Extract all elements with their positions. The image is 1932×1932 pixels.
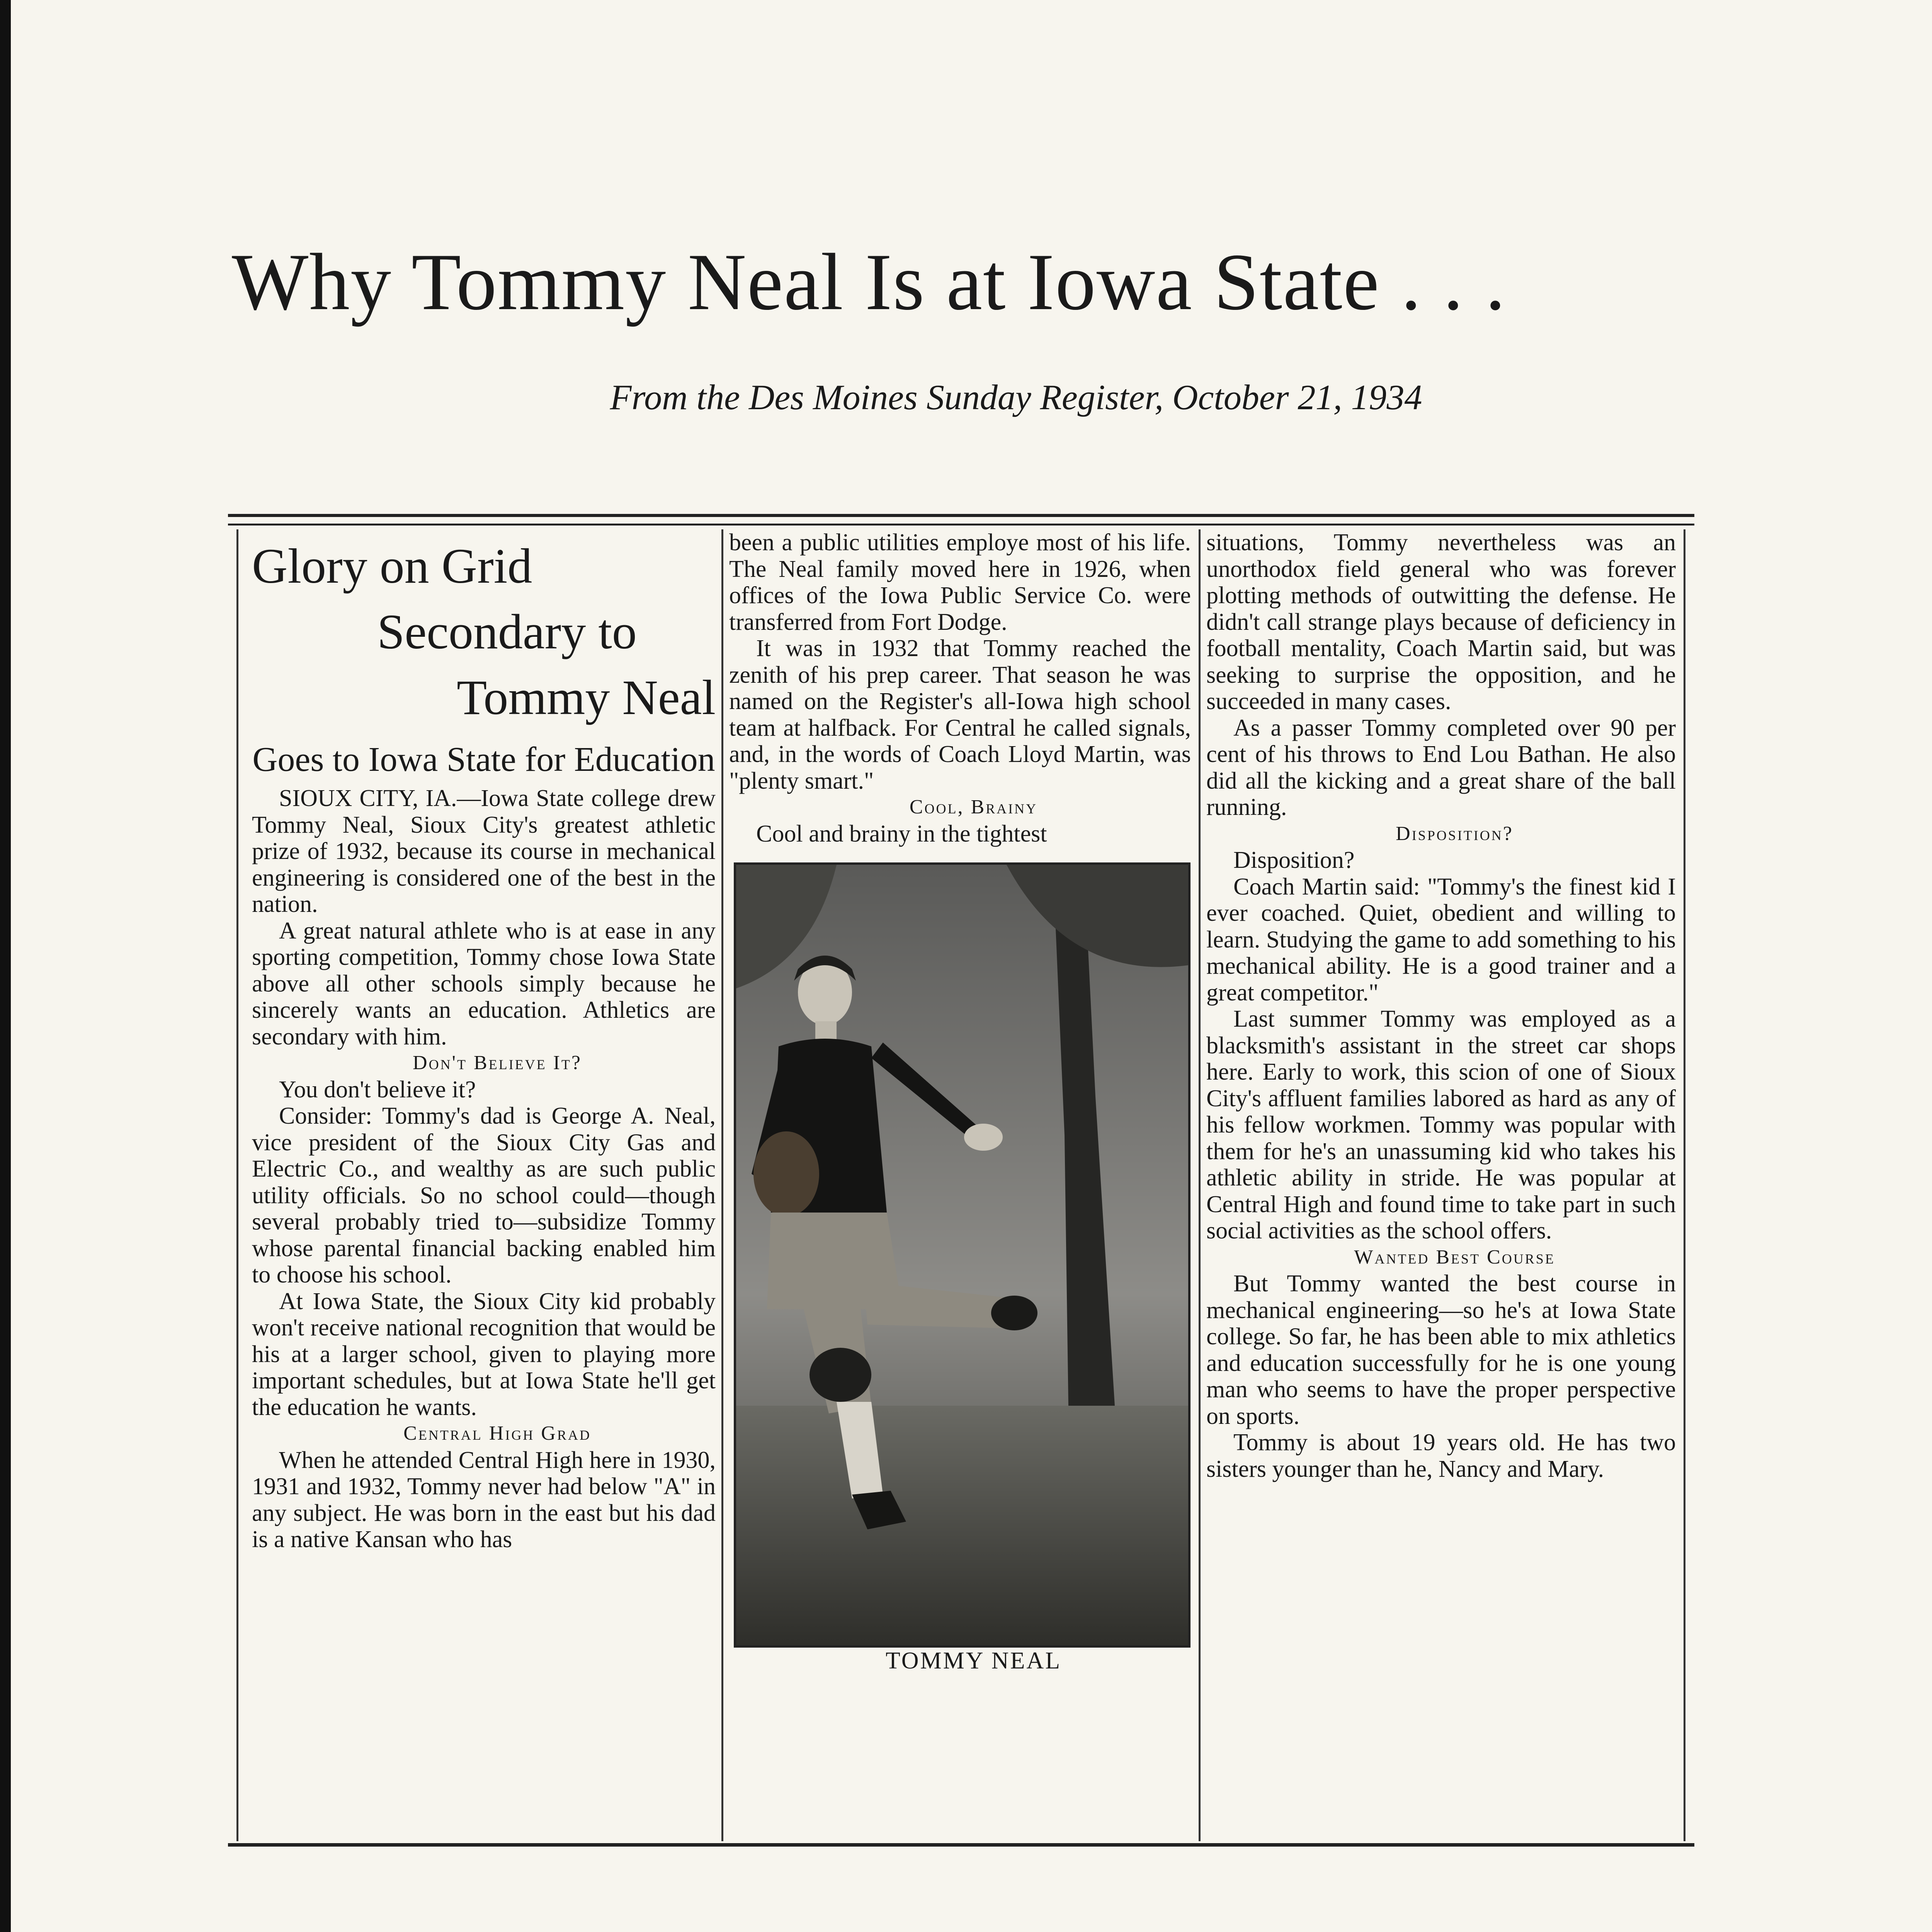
paragraph: As a passer Tommy completed over 90 per cent of his throws to End Lou Bathan. He also did all the kicking and a great share of the ball running.	[1206, 714, 1676, 820]
column-3	[1206, 529, 1676, 1841]
paragraph: A great natural athlete who is at ease in any sporting competition, Tommy chose Iowa State above all other schools simply because he sincerely wants an education. Athletics are secondary with him.	[252, 917, 716, 1050]
paragraph: When he attended Central High here in 1930, 1931 and 1932, Tommy never had below "A" in any subject. He was born in the east but his dad is a native Kansan who has	[252, 1447, 716, 1553]
column-separator	[1684, 529, 1685, 1841]
headline-line-2: Secondary to	[377, 604, 637, 659]
bottom-rule	[228, 1843, 1694, 1847]
headline-line-3: Tommy Neal	[457, 670, 716, 725]
column-separator	[236, 529, 238, 1841]
paragraph: Last summer Tommy was employed as a blacksmith's assistant in the street car shops here. Early to work, this scion of one of Sioux City's affluent families labored as hard as any of his fellow workmen. Tommy was popular with them for he's an unassuming kid who takes his athletic ability in stride. He was popular at Central High and found time to take part in such social activities as the school offers.	[1206, 1006, 1676, 1244]
paragraph: situations, Tommy nevertheless was an unorthodox field general who was forever plotting methods of outwitting the defense. He didn't call strange plays because of deficiency in football mentality, Coach Martin said, but was seeking to surprise the opposition, and he succeeded in many cases.	[1206, 529, 1676, 714]
column-separator	[721, 529, 723, 1841]
subhead: Don't Believe It?	[413, 1052, 582, 1074]
source-line: From the Des Moines Sunday Register, October 21, 1934	[610, 378, 1422, 417]
paragraph: Consider: Tommy's dad is George A. Neal, vice president of the Sioux City Gas and Electric Co., and wealthy as are such public utility officials. So no school could—though several probably tried to—subsidize Tommy whose parental financial backing enabled him to choose his school.	[252, 1103, 716, 1288]
paragraph: At Iowa State, the Sioux City kid probably won't receive national recognition that would be his at a larger school, given to playing more important schedules, but at Iowa State he'll get the education he wants.	[252, 1288, 716, 1420]
newspaper-clipping	[236, 529, 1685, 1841]
paragraph: Cool and brainy in the tightest	[756, 820, 1047, 847]
paragraph: Disposition?	[1233, 847, 1355, 873]
photo-illustration	[736, 865, 1188, 1645]
headline-deck: Goes to Iowa State for Education	[252, 740, 715, 779]
paragraph: You don't believe it?	[279, 1076, 476, 1103]
paragraph: But Tommy wanted the best course in mechanical engineering—so he's at Iowa State college. So far, he has been able to mix athletics and education successfully for he is one young man who seems to have the proper perspective on sports.	[1206, 1270, 1676, 1429]
column-2	[729, 529, 1191, 1841]
scan-edge-left	[0, 0, 11, 1932]
subhead: Disposition?	[1396, 822, 1514, 845]
subhead: Central High Grad	[403, 1422, 591, 1444]
paragraph: Tommy is about 19 years old. He has two sisters younger than he, Nancy and Mary.	[1206, 1429, 1676, 1482]
page-title: Why Tommy Neal Is at Iowa State . . .	[232, 237, 1507, 327]
headline-line-1: Glory on Grid	[252, 539, 532, 594]
top-rule-inner	[228, 524, 1694, 526]
subhead: Cool, Brainy	[909, 796, 1038, 818]
column-separator	[1199, 529, 1201, 1841]
photo-caption: TOMMY NEAL	[885, 1648, 1062, 1674]
paragraph: been a public utilities employe most of his life. The Neal family moved here in 1926, when offices of the Iowa Public Service Co. were transferred from Fort Dodge.	[729, 529, 1191, 635]
paragraph: SIOUX CITY, IA.—Iowa State college drew Tommy Neal, Sioux City's greatest athletic prize of 1932, because its course in mechanical engineering is considered one of the best in the nation.	[252, 785, 716, 917]
paragraph: It was in 1932 that Tommy reached the zenith of his prep career. That season he was named on the Register's all-Iowa high school team at halfback. For Central he called signals, and, in the words of Coach Lloyd Martin, was "plenty smart."	[729, 635, 1191, 794]
column-1	[252, 529, 716, 1841]
photo-football-player	[734, 862, 1190, 1648]
subhead: Wanted Best Course	[1354, 1246, 1555, 1268]
top-rule	[228, 514, 1694, 517]
paragraph: Coach Martin said: "Tommy's the finest kid I ever coached. Quiet, obedient and willing to learn. Studying the game to add something to his mechanical ability. He is a good trainer and a great competitor."	[1206, 873, 1676, 1006]
